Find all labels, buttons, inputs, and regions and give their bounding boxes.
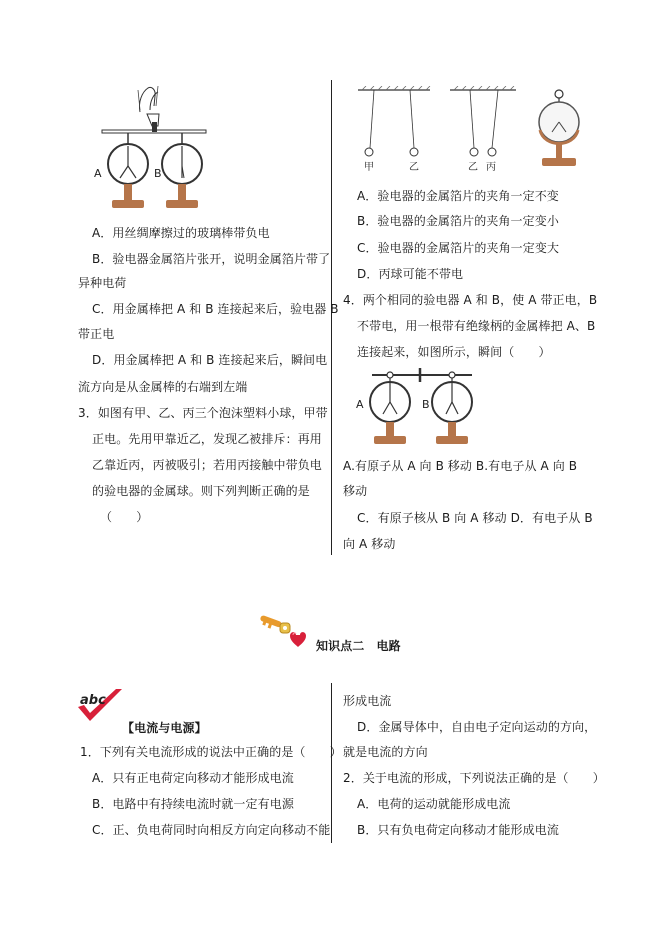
text-line: D．丙球可能不带电 — [357, 267, 464, 281]
text-line: B．验电器金属箔片张开，说明金属箔片带了 — [92, 252, 331, 266]
answer-blank: （ ） — [100, 510, 149, 524]
abc-check-logo — [76, 687, 124, 725]
text-line: B．电路中有持续电流时就一定有电源 — [92, 797, 294, 811]
logo-abc-text: abc — [80, 693, 106, 708]
text-line: 乙靠近丙，丙被吸引；若用丙接触中带负电 — [92, 458, 322, 472]
text-line: B．只有负电荷定向移动才能形成电流 — [357, 823, 559, 837]
text-line: 连接起来，如图所示，瞬间（ ） — [357, 345, 551, 359]
ball-label-bing: 丙 — [486, 162, 496, 173]
text-line: B．验电器的金属箔片的夹角一定变小 — [357, 214, 559, 228]
text-line: 移动 — [343, 484, 368, 498]
text-line: 就是电流的方向 — [343, 745, 428, 759]
question-3: 3．如图有甲、乙、丙三个泡沫塑料小球，甲带 — [78, 406, 328, 420]
hand-illustration — [139, 87, 159, 126]
text-line: C．正、负电荷同时向相反方向定向移动不能 — [92, 823, 331, 837]
text-line: C．验电器的金属箔片的夹角一定变大 — [357, 241, 560, 255]
text-line: A.有原子从 A 向 B 移动 B.有电子从 A 向 B — [343, 459, 578, 473]
text-line: 带正电 — [78, 327, 115, 341]
text-line: A．电荷的运动就能形成电流 — [357, 797, 511, 811]
question-1: 1．下列有关电流形成的说法中正确的是（ ） — [80, 745, 342, 759]
label-a: A — [94, 167, 102, 180]
ball-label-yi-2: 乙 — [468, 162, 478, 173]
text-line: 形成电流 — [343, 694, 392, 708]
text-line: 的验电器的金属球。则下列判断正确的是 — [92, 484, 310, 498]
text-line: D．用金属棒把 A 和 B 连接起来后，瞬间电 — [92, 353, 328, 367]
electroscope-b — [162, 133, 202, 208]
text-line: D．金属导体中，自由电子定向运动的方向， — [357, 720, 597, 734]
text-line: 流方向是从金属棒的右端到左端 — [78, 380, 248, 394]
label-b-connected: B — [422, 398, 430, 411]
label-a-connected: A — [356, 398, 364, 411]
column-divider-top — [331, 80, 332, 555]
question-4: 4．两个相同的验电器 A 和 B，使 A 带正电，B — [343, 293, 598, 307]
ball-label-jia: 甲 — [364, 162, 374, 173]
text-line: C．有原子核从 B 向 A 移动 D．有电子从 B — [357, 511, 593, 525]
ball-label-yi: 乙 — [409, 162, 419, 173]
text-line: 不带电，用一根带有绝缘柄的金属棒把 A、B — [357, 319, 596, 333]
electroscope-a-connected — [370, 372, 410, 444]
figure-electroscopes-connected — [352, 368, 482, 450]
question-2: 2．关于电流的形成，下列说法正确的是（ ） — [343, 771, 605, 785]
figure-electroscopes-with-rod — [92, 82, 217, 217]
figure-pith-balls — [352, 86, 592, 176]
section-title: 知识点二 电路 — [316, 639, 401, 653]
electroscope-single — [539, 90, 579, 166]
text-line: A．验电器的金属箔片的夹角一定不变 — [357, 189, 559, 203]
label-b: B — [154, 167, 162, 180]
text-line: 向 A 移动 — [343, 537, 396, 551]
subsection-title: 【电流与电源】 — [122, 721, 207, 735]
key-heart-icon — [258, 613, 310, 651]
text-line: A．用丝绸摩擦过的玻璃棒带负电 — [92, 226, 270, 240]
text-line: A．只有正电荷定向移动才能形成电流 — [92, 771, 294, 785]
text-line: C．用金属棒把 A 和 B 连接起来后，验电器 B — [92, 302, 339, 316]
text-line: 正电。先用甲靠近乙，发现乙被排斥：再用 — [92, 432, 322, 446]
electroscope-b-connected — [432, 372, 472, 444]
text-line: 异种电荷 — [78, 276, 127, 290]
column-divider-bottom — [331, 683, 332, 843]
electroscope-a — [108, 133, 148, 208]
